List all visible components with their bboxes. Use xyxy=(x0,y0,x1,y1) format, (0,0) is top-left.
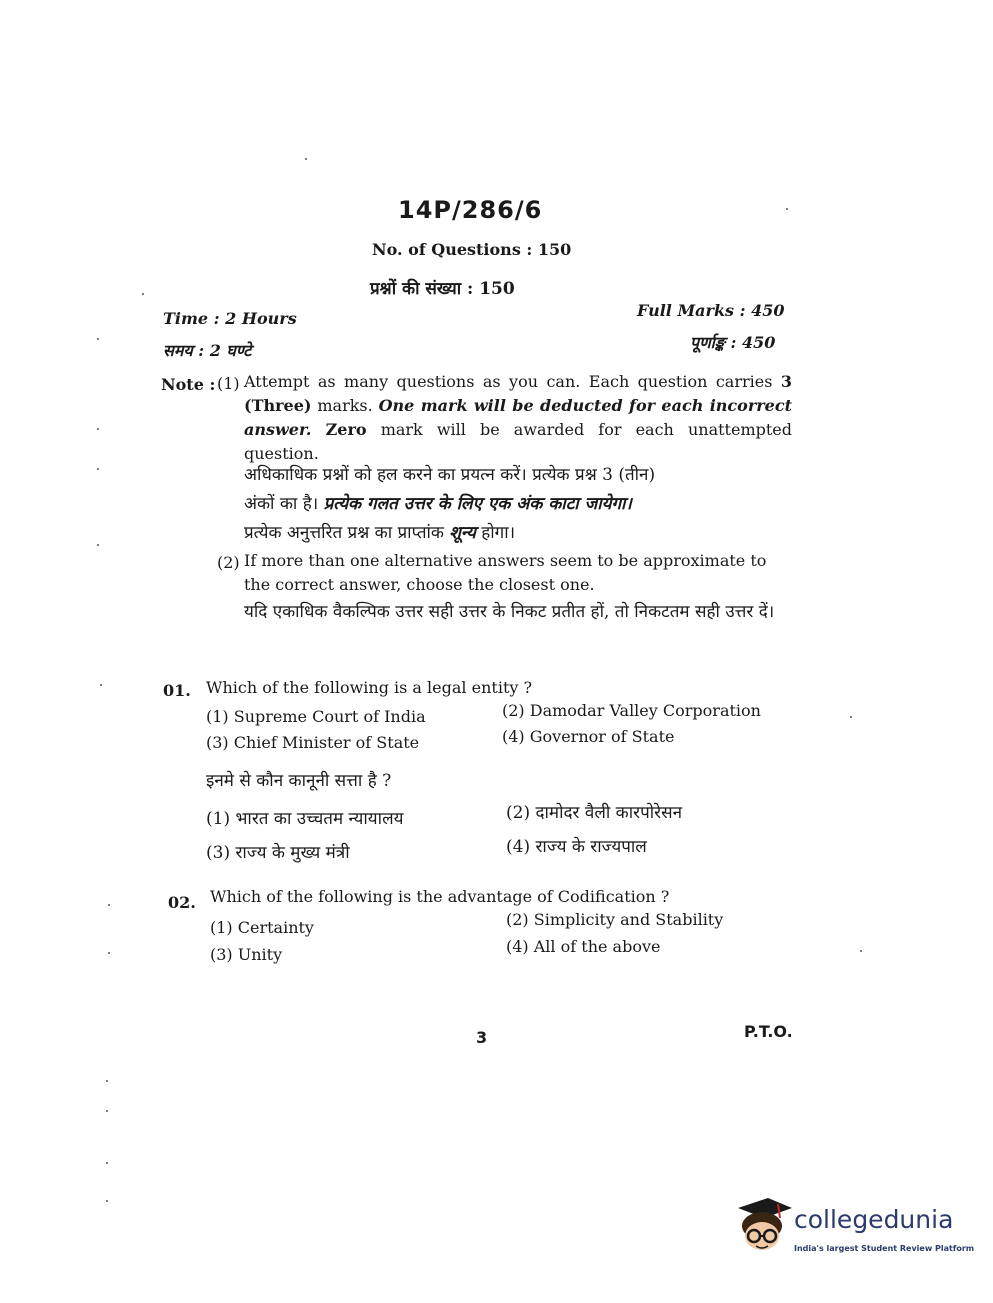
note-1-zero: Zero xyxy=(325,420,367,439)
scan-speck xyxy=(97,428,99,430)
question-1-option-2: (2) Damodar Valley Corporation xyxy=(502,701,761,720)
scan-speck xyxy=(106,1110,108,1112)
question-1-number: 01. xyxy=(163,681,191,700)
scan-speck xyxy=(106,1080,108,1082)
note-1-hindi-line-3 xyxy=(244,519,792,548)
scan-speck xyxy=(786,208,788,210)
scan-speck xyxy=(97,544,99,546)
note-1-hindi-line-1: अधिकाधिक प्रश्नों को हल करने का प्रयत्न करें। प्रत्येक प्रश्न 3 (तीन) xyxy=(244,465,656,485)
page-number: 3 xyxy=(476,1028,488,1047)
note-1-hindi-line-2 xyxy=(244,490,792,519)
note-1-marks-word: (Three) xyxy=(244,396,312,415)
time-allowed: Time : 2 Hours xyxy=(163,309,297,328)
scan-speck xyxy=(860,950,862,952)
question-1-option-3: (3) Chief Minister of State xyxy=(206,733,420,752)
note-1-hindi-2b: प्रत्येक गलत उत्तर के लिए एक अंक काटा जायेगा। xyxy=(323,494,632,514)
note-1-number: (1) xyxy=(217,374,240,393)
question-1-option-2-hindi: (2) दामोदर वैली कारपोरेसन xyxy=(506,803,683,823)
scan-speck xyxy=(850,716,852,718)
note-1-hindi-3b: शून्य xyxy=(449,523,476,543)
scan-speck xyxy=(97,468,99,470)
note-2-hindi: यदि एकाधिक वैकल्पिक उत्तर सही उत्तर के निकट प्रतीत हों, तो निकटतम सही उत्तर दें। xyxy=(244,602,775,622)
note-2-number: (2) xyxy=(217,553,240,572)
question-2-text: Which of the following is the advantage of Codification ? xyxy=(210,887,670,906)
question-2-option-4: (4) All of the above xyxy=(506,937,661,956)
scan-speck xyxy=(97,338,99,340)
note-1-negative-marking: One mark will be deducted for each incorrect answer. xyxy=(244,396,792,439)
note-1-hindi-3a: प्रत्येक अनुत्तरित प्रश्न का प्राप्तांक xyxy=(244,523,444,543)
question-1-option-1-hindi: (1) भारत का उच्चतम न्यायालय xyxy=(206,809,404,829)
question-2-option-2: (2) Simplicity and Stability xyxy=(506,910,724,929)
note-2-english: If more than one alternative answers seem to be approximate to the correct answer, choose the closest one. xyxy=(244,551,767,594)
question-1-text-hindi: इनमे से कौन कानूनी सत्ता है ? xyxy=(206,771,392,791)
note-1-english xyxy=(244,370,792,466)
note-1-text-d: marks. xyxy=(317,396,373,415)
number-of-questions: No. of Questions : 150 xyxy=(372,240,572,259)
scan-speck xyxy=(100,684,102,686)
question-1-option-1: (1) Supreme Court of India xyxy=(206,707,426,726)
please-turn-over: P.T.O. xyxy=(744,1022,793,1041)
question-1-option-4-hindi: (4) राज्य के राज्यपाल xyxy=(506,837,647,857)
note-1-text-a: Attempt as many questions as you can. Each question carries xyxy=(244,372,773,391)
question-1-option-3-hindi: (3) राज्य के मुख्य मंत्री xyxy=(206,843,350,863)
full-marks-hindi: पूर्णाङ्क : 450 xyxy=(690,333,776,352)
brand-tagline: India's largest Student Review Platform xyxy=(794,1244,975,1253)
scan-speck xyxy=(106,1162,108,1164)
scan-speck xyxy=(106,1200,108,1202)
scan-speck xyxy=(108,952,110,954)
note-1-hindi xyxy=(244,461,792,548)
note-1-marks: 3 xyxy=(780,372,792,391)
question-2-option-3: (3) Unity xyxy=(210,945,283,964)
brand-name: collegedunia xyxy=(794,1205,954,1234)
note-1-hindi-3c: होगा। xyxy=(481,523,516,543)
scan-speck xyxy=(108,904,110,906)
note-label: Note : xyxy=(161,375,216,394)
note-1-text-g: mark will be awarded for each unattempted question. xyxy=(244,420,792,463)
question-1-text: Which of the following is a legal entity ? xyxy=(206,678,533,697)
scan-speck xyxy=(305,158,307,160)
question-2-number: 02. xyxy=(168,893,196,912)
number-of-questions-hindi: प्रश्नों की संख्या : 150 xyxy=(370,279,515,299)
time-allowed-hindi: समय : 2 घण्टे xyxy=(163,341,252,360)
note-1-hindi-2a: अंकों का है। xyxy=(244,494,319,514)
question-2-option-1: (1) Certainty xyxy=(210,918,314,937)
question-1-option-4: (4) Governor of State xyxy=(502,727,675,746)
scan-speck xyxy=(142,293,144,295)
paper-code: 14P/286/6 xyxy=(398,196,543,224)
full-marks: Full Marks : 450 xyxy=(637,301,785,320)
